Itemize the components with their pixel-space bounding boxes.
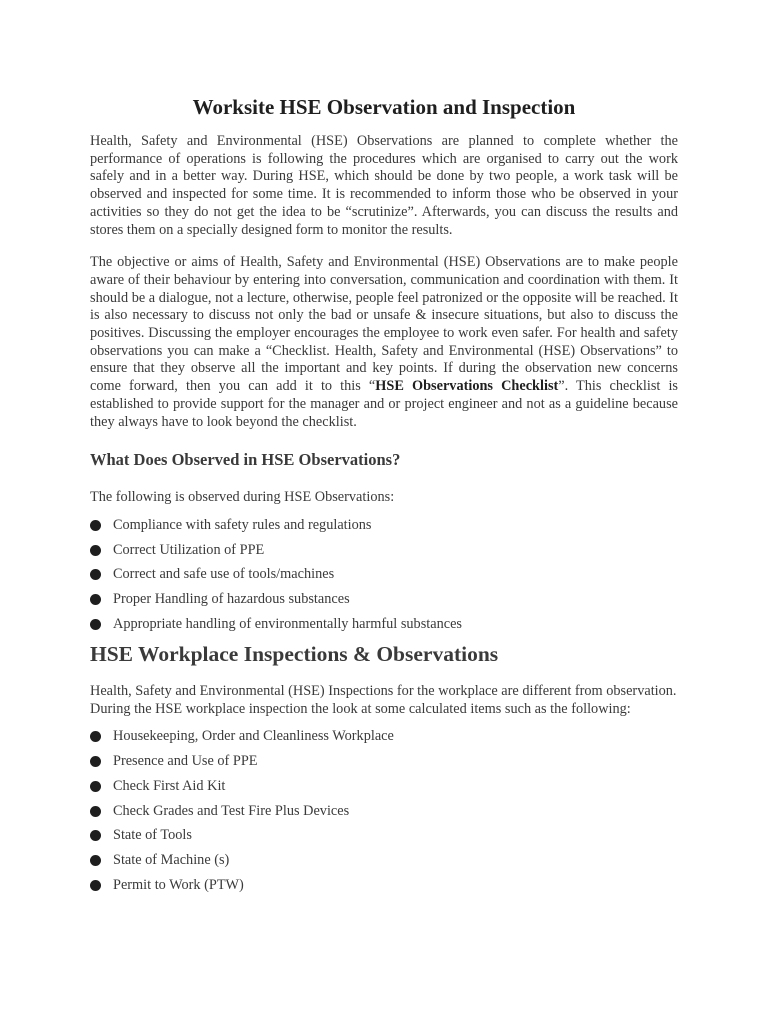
bullet-icon bbox=[90, 781, 101, 792]
list-item bbox=[90, 587, 678, 612]
objective-text-end: ”. This checklist is established to provide support for the manager and or project engineer and not as a guideline because they always have to look beyond the checklist. bbox=[90, 378, 678, 430]
list-item-text: Proper Handling of hazardous substances bbox=[113, 591, 350, 608]
bullet-icon bbox=[90, 806, 101, 817]
section2-intro: Health, Safety and Environmental (HSE) Inspections for the workplace are different from observation. During the HSE workplace inspection the look at some calculated items such as the following: bbox=[90, 682, 677, 717]
list-item bbox=[90, 513, 678, 538]
bullet-icon bbox=[90, 756, 101, 767]
document-page bbox=[90, 93, 678, 898]
list-item bbox=[90, 848, 678, 873]
list-item bbox=[90, 824, 678, 849]
checklist-bold-term: HSE Observations Checklist bbox=[375, 378, 559, 395]
bullet-icon bbox=[90, 569, 101, 580]
bullet-icon bbox=[90, 520, 101, 531]
list-item-text: State of Machine (s) bbox=[113, 852, 230, 869]
bullet-icon bbox=[90, 545, 101, 556]
objective-paragraph bbox=[90, 254, 678, 431]
bullet-icon bbox=[90, 619, 101, 630]
list-item-text: Presence and Use of PPE bbox=[113, 753, 258, 770]
list-item bbox=[90, 774, 678, 799]
bullet-icon bbox=[90, 731, 101, 742]
list-item bbox=[90, 724, 678, 749]
list-item-text: State of Tools bbox=[113, 827, 192, 844]
section1-list bbox=[90, 513, 678, 637]
list-item bbox=[90, 799, 678, 824]
section2-heading: HSE Workplace Inspections & Observations bbox=[90, 641, 499, 666]
intro-paragraph: Health, Safety and Environmental (HSE) Observations are planned to complete whether the performance of operations is following the procedures which are organised to carry out the work safely and in a better way. During HSE, which should be done by two people, a work task will be observed and inspected for some time. It is recommended to inform those who be observed in your activities so they do not get the idea to be “scrutinize”. Afterwards, you can discuss the results and stores them on a specially designed form to monitor the results. bbox=[90, 133, 678, 238]
bullet-icon bbox=[90, 594, 101, 605]
page-title: Worksite HSE Observation and Inspection bbox=[192, 95, 576, 119]
list-item-text: Permit to Work (PTW) bbox=[113, 877, 244, 894]
list-item-text: Check Grades and Test Fire Plus Devices bbox=[113, 802, 350, 819]
list-item-text: Housekeeping, Order and Cleanliness Workplace bbox=[113, 728, 394, 745]
list-item bbox=[90, 749, 678, 774]
bullet-icon bbox=[90, 830, 101, 841]
list-item bbox=[90, 873, 678, 898]
section1-intro: The following is observed during HSE Observations: bbox=[90, 489, 395, 506]
section2-list bbox=[90, 724, 678, 898]
bullet-icon bbox=[90, 855, 101, 866]
list-item bbox=[90, 538, 678, 563]
bullet-icon bbox=[90, 880, 101, 891]
list-item-text: Check First Aid Kit bbox=[113, 777, 226, 794]
list-item-text: Appropriate handling of environmentally harmful substances bbox=[113, 616, 462, 633]
list-item-text: Correct and safe use of tools/machines bbox=[113, 566, 335, 583]
list-item-text: Correct Utilization of PPE bbox=[113, 541, 265, 558]
list-item bbox=[90, 612, 678, 637]
section1-heading: What Does Observed in HSE Observations? bbox=[90, 450, 401, 470]
objective-text-start: The objective or aims of Health, Safety and Environmental (HSE) Observations are to make people aware of their behaviour by entering into conversation, communication and coordination with them. It should be a dialogue, not a lecture, otherwise, people feel patronized or the opposite will be reached. It is also necessary to discuss not only the bad or unsafe & insecure situations, but also to discuss the positives. Discussing the employer encourages the employee to work even safer. For health and safety observations you can make a “Checklist. Health, Safety and Environmental (HSE) Observations” to ensure that they observe all the important and key points. If during the observation new concerns come forward, then you can add it to this “ bbox=[90, 254, 678, 395]
list-item bbox=[90, 563, 678, 588]
list-item-text: Compliance with safety rules and regulations bbox=[113, 516, 372, 533]
